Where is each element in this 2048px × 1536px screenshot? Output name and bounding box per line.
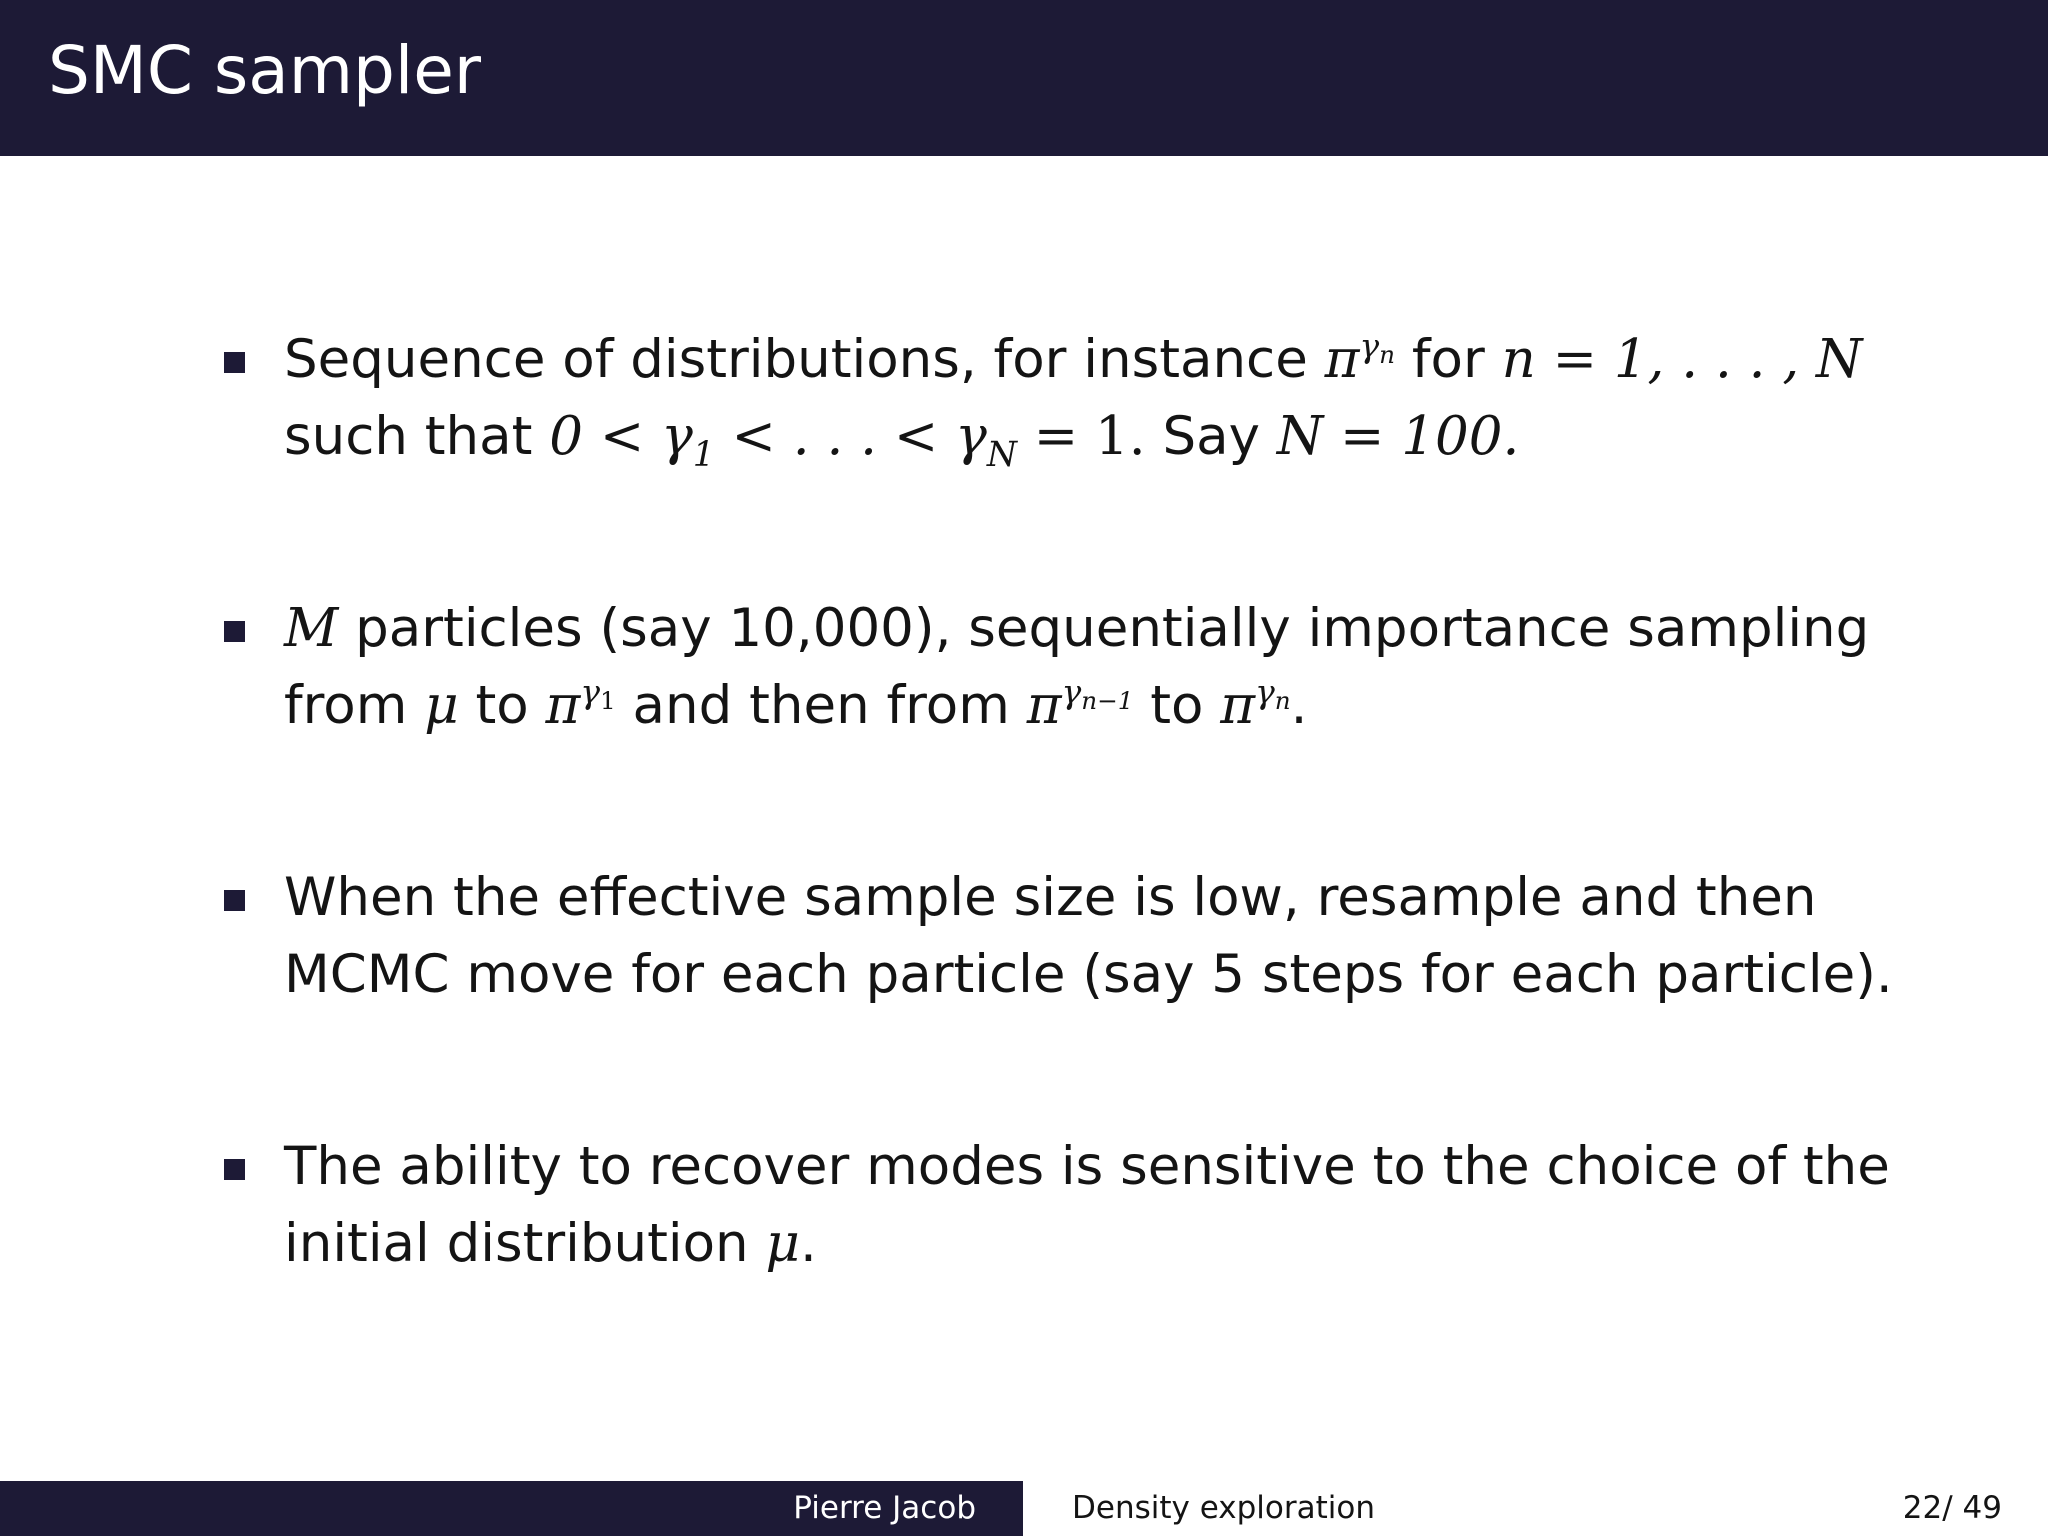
math-gamma: γ (1061, 671, 1082, 711)
bullet-2-line-2 (284, 671, 1308, 736)
math-subscript: n (1274, 685, 1291, 715)
math-superscript (1255, 671, 1291, 715)
bullet-text: particles (say 10,000), sequentially importance sampling (338, 598, 1870, 659)
math-subscript: n (1379, 339, 1396, 369)
bullet-4-line-1: The ability to recover modes is sensitive to the choice of the (284, 1136, 1890, 1197)
math-mu: μ (424, 675, 459, 736)
footer-page-number: 22/ 49 (1902, 1490, 2002, 1526)
bullet-2-line-1 (284, 598, 1870, 659)
footer-author: Pierre Jacob (793, 1490, 976, 1526)
bullet-1-line-1 (284, 325, 1863, 390)
footer-author-panel (0, 1481, 1023, 1536)
bullet-text: Sequence of distributions, for instance (284, 329, 1325, 390)
math-subscript: 1 (692, 435, 715, 476)
math-gamma: γ (1255, 671, 1275, 711)
math-pi: π (545, 675, 581, 736)
bullet-square-icon (224, 1159, 245, 1180)
math-subscript: 1 (600, 685, 616, 715)
bullet-text: . (799, 1213, 817, 1274)
bullet-text: for (1395, 329, 1502, 390)
math-expression: = 1. (1016, 406, 1146, 467)
bullet-text: Say (1145, 406, 1277, 467)
math-superscript (1359, 325, 1396, 369)
bullet-text: from (284, 675, 425, 736)
math-pi: π (1220, 675, 1256, 736)
math-range: n = 1, . . . , N (1501, 329, 1863, 390)
math-expression: N = 100. (1276, 406, 1520, 467)
bullet-text: . (1290, 675, 1308, 736)
bullet-text: to (1133, 675, 1221, 736)
math-expression: 0 < γ (549, 406, 693, 467)
math-gamma: γ (580, 671, 601, 711)
math-pi: π (1324, 329, 1360, 390)
bullet-3-line-2: MCMC move for each particle (say 5 steps for each particle). (284, 944, 1893, 1005)
bullet-4-line-2 (284, 1213, 817, 1274)
bullet-text: and then from (615, 675, 1027, 736)
math-expression: < . . . < γ (714, 406, 987, 467)
math-gamma: γ (1359, 325, 1380, 365)
slide-footer (0, 1481, 2048, 1536)
math-subscript: n−1 (1081, 685, 1134, 715)
math-variable: M (284, 598, 339, 659)
bullet-text: such that (284, 406, 550, 467)
bullet-square-icon (224, 621, 245, 642)
bullet-square-icon (224, 352, 245, 373)
math-mu: μ (765, 1213, 800, 1274)
math-pi: π (1026, 675, 1062, 736)
bullet-text: to (458, 675, 546, 736)
footer-title: Density exploration (1072, 1490, 1375, 1526)
math-superscript (1061, 671, 1134, 715)
bullet-text: initial distribution (284, 1213, 766, 1274)
math-superscript (580, 671, 616, 715)
math-subscript: N (986, 435, 1017, 476)
slide-title: SMC sampler (48, 32, 481, 109)
bullet-1-line-2 (284, 406, 1520, 476)
bullet-square-icon (224, 890, 245, 911)
bullet-3-line-1: When the effective sample size is low, resample and then (284, 867, 1817, 928)
